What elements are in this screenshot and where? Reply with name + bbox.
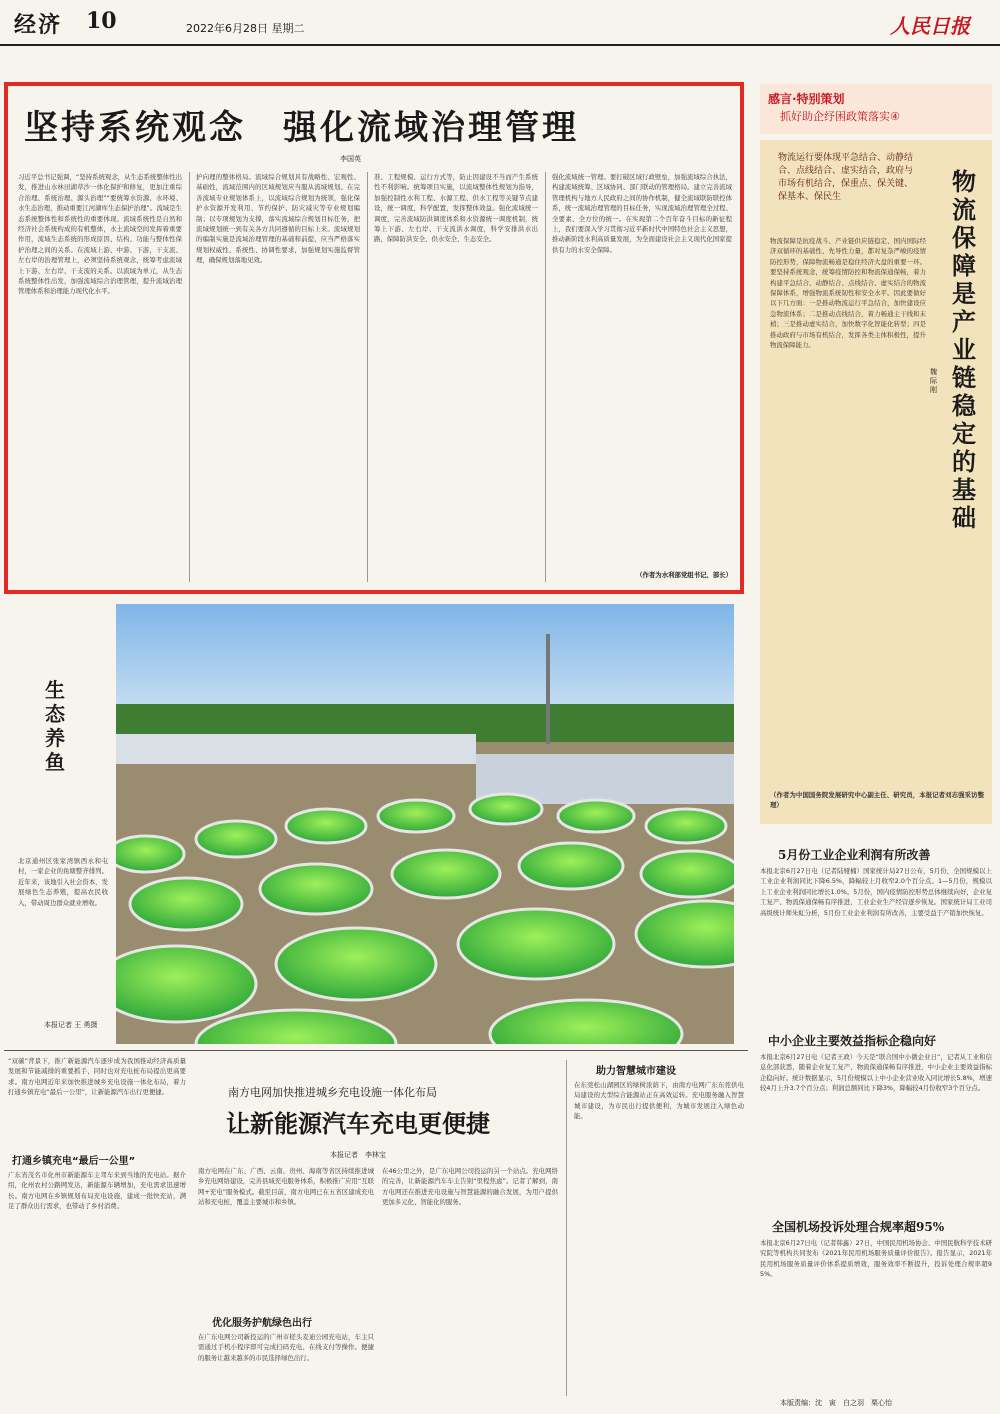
brief-title: 5月份工业企业利润有所改善 <box>778 848 931 862</box>
issue-date: 2022年6月28日 星期二 <box>186 22 305 35</box>
brief-body: 本报北京6月27日电（记者陆娅楠）国家统计局27日公布，5月份，全国规模以上工业企业利润同比下降6.5%，降幅较上月收窄2.0个百分点。1—5月份，规模以上工业企业利润同比增长1.0%。5月份，国内疫情防控形势总体继续向好，企业复工复产、物流保通保畅有序推进，工业企业生产经营逐步恢复。国家统计局工业司高级统计师朱虹分析，5月份工业企业利润有所改善，主要受益于产销加快恢复。 <box>760 867 992 917</box>
commentary-note: （作者为中国国务院发展研究中心副主任、研究员，本报记者刘志强采访整理） <box>770 791 984 810</box>
article-headline: 让新能源汽车充电更便捷 <box>226 1109 490 1138</box>
column-divider <box>566 1060 567 1396</box>
article-byline: 本报记者 李林宝 <box>330 1151 386 1159</box>
page-editors: 本版责编：沈 寅 白之羽 栗心怡 <box>780 1399 892 1407</box>
article-text: 南方电网在广东、广西、云南、贵州、海南等省区持续推进城乡充电网络建设，完善县域充电服务体系，积极推广应用“互联网+充电”服务模式。截至目前，南方电网已在五省区建成充电站和充电桩，覆盖主要城市和乡镇。 <box>198 1167 374 1207</box>
brief-title: 全国机场投诉处理合规率超95% <box>772 1220 945 1234</box>
article-text: 在广东电网公司新投运的广州市槎头麦迪公园充电站，车主只需通过手机小程序即可完成扫码充电、在线支付等操作。便捷的服务让越来越多的市民选择绿色出行。 <box>198 1333 374 1362</box>
commentary-body: 物流保障是抗疫战斗、产业链供应链稳定、国内国际经济双循环的基础性、先导性力量，都对复杂严峻的疫情防控形势，保障物流畅通是稳住经济大盘的重要一环。要坚持系统观念，统筹疫情防控和物流保通保畅，着力构建平急结合、动静结合、点线结合、虚实结合的物流保障体系，增强物流系统韧性和安全水平。因此要做好以下几方面：一是推动物流运行平急结合，加快建设应急物流体系；二是推动点线结合，着力畅通主干线和末梢；三是推动虚实结合，加快数字化智能化转型；四是推动政府与市场有机结合，发挥各类主体积极性，提升物流保障能力。 <box>770 237 926 350</box>
brief-title: 中小企业主要效益指标企稳向好 <box>768 1034 937 1048</box>
article-text: 在东莞松山湖园区的绿树浓荫下，由南方电网广东东莞供电局建设的大型综合能源站正在高效运转。充电服务融入智慧城市建设，为市民出行提供便利，为城市发展注入绿色动能。 <box>574 1081 744 1121</box>
column-divider <box>189 172 190 582</box>
lead-column-3: 准、工程规模、运行方式等，防止因建设不当而产生系统性不利影响。统筹项目实施，以流域整体性规划为指导，加强控制性水利工程、水源工程、供水工程等关键节点建设，统一调度，科学配置，发挥整体效益。强化流域统一调度，完善流域防洪调度体系和水资源统一调度机制，统筹上下游、左右岸、干支流洪水调度，科学安排洪水出路，保障防洪安全、供水安全、生态安全。 <box>374 173 538 244</box>
newspaper-logo: 人民日报 <box>890 14 970 38</box>
photo-caption: 北京通州区张家湾镇西永和屯村，一家企业的鱼塘整齐排列。近年来，该地引入社会资本，发展绿色生态养殖，提高农民收入，带动周边群众就业增收。 <box>18 857 108 907</box>
sidebar-article-title: 助力智慧城市建设 <box>596 1066 676 1077</box>
article-intro: “双碳”背景下，推广新能源汽车逐步成为我国推动经济高质量发展和节能减排的重要抓手，同时也对充电桩布局提出更高要求。南方电网近年来加快推进城乡充电设施一体化布局，着力打通乡镇充电“最后一公里”，让新能源汽车出行更便捷。 <box>8 1057 186 1097</box>
lead-column-4: 强化流域统一管理。要打破区域行政壁垒，加强流域综合执法，构建流域统筹、区域协同、部门联动的管理格局。建立完善流域管理机构与地方人民政府之间的协作机制，健全流域联防联控体系，统一流域治理管理的目标任务，实现流域治理管理全过程、全要素、全方位的统一。在实现第二个百年奋斗目标的新征程上，我们要深入学习贯彻习近平新时代中国特色社会主义思想，推动新阶段水利高质量发展，为全面建设社会主义现代化国家提供有力的水安全保障。 <box>552 173 732 254</box>
special-feature-subtitle: 抓好助企纾困政策落实④ <box>780 110 900 123</box>
photo-credit: 本报记者 王 勇摄 <box>44 1021 98 1029</box>
brief-body: 本报北京6月27日电（记者韩鑫）27日，中国民用机场协会、中国民航科学技术研究院等机构共同发布《2021年民用机场服务质量评价报告》。报告显示，2021年民用机场服务质量评价体系提质增效，服务效率不断提升，投诉处理合规率超95%。 <box>760 1239 992 1279</box>
column-divider <box>545 172 546 582</box>
lead-signoff: （作者为水利部党组书记、部长） <box>636 571 732 579</box>
lead-column-1: 习近平总书记强调，“坚持系统观念，从生态系统整体性出发，推进山水林田湖草沙一体化保护和修复，更加注重综合治理、系统治理、源头治理”“要统筹水资源、水环境、水生态治理，推动重要江河湖库生态保护治理”。流域是生态系统整体性和系统性的重要体现。流域系统性是自然和经济社会系统构成的有机整体，水土流域空间发挥着重要作用，流域生态系统的形成原因、结构、功能与整体性保护治理之间的关系。在流域上游、中游、下游，干支流、左右岸的治理管理上，必须坚持系统观念，统筹考虑流域上下游、左右岸、干支流的关系。以流域为单元，从生态系统整体性出发，加强流域综合治理管理，提升流域治理管理体系和治理能力现代化水平。 <box>18 173 182 296</box>
commentary-title: 物流保障是产业链稳定的基础 <box>952 167 976 532</box>
masthead <box>0 0 1000 46</box>
article-subhead: 优化服务护航绿色出行 <box>212 1318 312 1329</box>
lead-article-title: 坚持系统观念 强化流域治理管理 <box>24 108 579 148</box>
fish-farm-photo <box>116 604 734 1044</box>
column-divider <box>367 172 368 582</box>
commentary-author: 魏际刚 <box>930 368 937 394</box>
photo-title: 生态养鱼 <box>45 678 65 774</box>
section-name: 经济 <box>14 12 63 38</box>
lead-article-author: 李国英 <box>340 155 361 163</box>
section-divider <box>4 1050 748 1051</box>
article-deck: 南方电网加快推进城乡充电设施一体化布局 <box>228 1086 437 1099</box>
page-number: 10 <box>86 8 117 34</box>
fish-farm-illustration <box>116 604 734 1044</box>
lead-column-2: 护向理的整体格局。流域综合规划具有战略性、宏观性、基础性，流域范围内的区域规划应当服从流域规划。在完善流域专业规划体系上，以流域综合规划为统领，强化保护水资源开发利用、节约保护、防灾减灾等专业规划编制；以专项规划为支撑，落实流域综合规划目标任务，把流域规划统一到有关各方共同遵循的目标上来。流域规划的编制实施是流域治理管理的基础和前提，应当严格落实规划权威性、系统性、协调性要求，加强规划实施监督管理，确保规划落地见效。 <box>196 173 360 265</box>
special-feature-title: 感言·特别策划 <box>768 92 845 106</box>
article-text: 广东省茂名市化州市新能源车主驾车来到当地的充电站。据介绍，化州农村公路网发达，新能源车辆增加，充电需求迅速增长。南方电网在乡镇规划布局充电设施，建成一批快充站，满足了群众出行需求，也带动了乡村消费。 <box>8 1171 186 1211</box>
commentary-deck: 物流运行要体现平急结合、动静结合、点线结合、虚实结合，政府与市场有机结合，保重点、保关键、保基本、保民生 <box>778 153 914 202</box>
article-subhead: 打通乡镇充电“最后一公里” <box>12 1156 136 1167</box>
brief-body: 本报北京6月27日电（记者王政）今天是“联合国中小微企业日”，记者从工业和信息化部获悉，随着企业复工复产、物流保通保畅有序推进，中小企业主要效益指标企稳向好。统计数据显示，5月份规模以上中小企业营业收入同比增长5.8%，增速较4月上升3.7个百分点；利润总额同比下降3%，降幅较4月份收窄3个百分点。 <box>760 1053 992 1093</box>
article-text: 在46公里之外，是广东电网公司投运的另一个站点。充电网络的完善，让新能源汽车车主告别“里程焦虑”。记者了解到，南方电网还在推进充电设施与智慧能源的融合发展，为用户提供更加多元化、智能化的服务。 <box>382 1167 558 1207</box>
